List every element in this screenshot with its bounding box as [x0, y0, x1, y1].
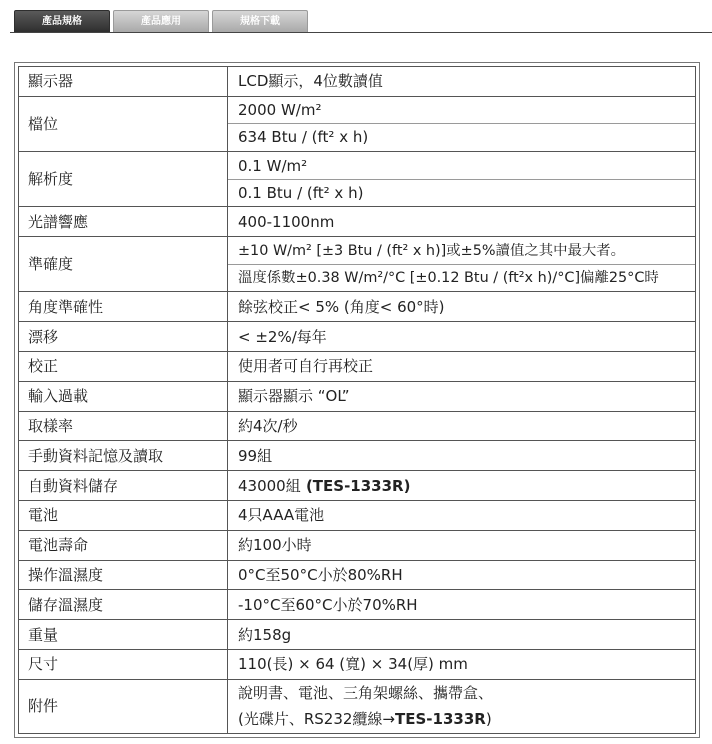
tab-product-applications[interactable]: 產品應用 — [113, 10, 209, 32]
spec-value-line: 0.1 W/m² — [238, 156, 308, 175]
table-row — [19, 237, 696, 292]
spec-key: 取樣率 — [19, 411, 228, 441]
spec-key: 操作溫濕度 — [19, 560, 228, 590]
spec-value-line: 溫度係數±0.38 W/m²/°C [±0.12 Btu / (ft²x h)/°C]偏離25°C時 — [228, 264, 695, 291]
spec-table-frame — [14, 62, 700, 738]
spec-value: 110(長) × 64 (寬) × 34(厚) mm — [228, 649, 696, 679]
table-row — [19, 590, 696, 620]
spec-value-line: 說明書、電池、三角架螺絲、攜帶盒、 — [238, 684, 494, 703]
tab-divider — [10, 32, 712, 33]
spec-value-line: 0.1 Btu / (ft² x h) — [228, 179, 695, 206]
model-name: TES-1333R — [395, 710, 486, 729]
spec-key: 檔位 — [19, 96, 228, 151]
table-row — [19, 679, 696, 733]
spec-key: 漂移 — [19, 322, 228, 352]
spec-key: 角度準確性 — [19, 292, 228, 322]
accessory-text: (光碟片、RS232纜線→ — [238, 710, 395, 729]
spec-value-line: ±10 W/m² [±3 Btu / (ft² x h)]或±5%讀值之其中最大者。 — [238, 242, 626, 259]
table-row — [19, 530, 696, 560]
spec-value: 0°C至50°C小於80%RH — [228, 560, 696, 590]
tab-bar — [0, 0, 712, 34]
spec-value-line: 2000 W/m² — [238, 101, 322, 120]
table-row — [19, 292, 696, 322]
spec-key: 儲存溫濕度 — [19, 590, 228, 620]
table-row — [19, 351, 696, 381]
model-name: (TES-1333R) — [300, 476, 411, 495]
spec-key: 尺寸 — [19, 649, 228, 679]
spec-value: 約100小時 — [228, 530, 696, 560]
spec-key: 輸入過載 — [19, 381, 228, 411]
spec-value — [228, 679, 696, 733]
spec-value — [228, 96, 696, 151]
spec-value — [228, 237, 696, 292]
spec-value: -10°C至60°C小於70%RH — [228, 590, 696, 620]
spec-value-text: 43000組 — [238, 476, 301, 495]
table-row — [19, 500, 696, 530]
table-row — [19, 649, 696, 679]
spec-key: 電池 — [19, 500, 228, 530]
table-row — [19, 322, 696, 352]
table-row — [19, 560, 696, 590]
tab-product-specs[interactable]: 產品規格 — [14, 10, 110, 32]
accessory-tail: ) — [485, 710, 492, 729]
spec-key: 自動資料儲存 — [19, 471, 228, 501]
spec-value: 顯示器顯示 “OL” — [228, 381, 696, 411]
spec-value — [228, 471, 696, 501]
spec-key: 手動資料記憶及讀取 — [19, 441, 228, 471]
spec-value: 400-1100nm — [228, 207, 696, 237]
spec-key: 重量 — [19, 620, 228, 650]
spec-value-line: 634 Btu / (ft² x h) — [228, 123, 695, 150]
spec-value: LCD顯示，4位數讀值 — [228, 67, 696, 97]
table-row — [19, 96, 696, 151]
table-row — [19, 471, 696, 501]
tab-spec-download[interactable]: 規格下載 — [212, 10, 308, 32]
spec-table — [18, 66, 696, 734]
spec-value: 99組 — [228, 441, 696, 471]
spec-key: 光譜響應 — [19, 207, 228, 237]
table-row — [19, 207, 696, 237]
spec-value: 使用者可自行再校正 — [228, 351, 696, 381]
table-row — [19, 441, 696, 471]
spec-value: 約4次/秒 — [228, 411, 696, 441]
spec-value — [228, 152, 696, 207]
spec-key: 解析度 — [19, 152, 228, 207]
table-row — [19, 381, 696, 411]
spec-key: 電池壽命 — [19, 530, 228, 560]
spec-value: 4只AAA電池 — [228, 500, 696, 530]
table-row — [19, 411, 696, 441]
spec-value-line — [228, 706, 695, 732]
spec-value: 餘弦校正< 5% (角度< 60°時) — [228, 292, 696, 322]
spec-value: 約158g — [228, 620, 696, 650]
spec-key: 附件 — [19, 679, 228, 733]
table-row — [19, 152, 696, 207]
table-row — [19, 620, 696, 650]
spec-key: 顯示器 — [19, 67, 228, 97]
spec-key: 準確度 — [19, 237, 228, 292]
spec-key: 校正 — [19, 351, 228, 381]
table-row — [19, 67, 696, 97]
spec-value: < ±2%/每年 — [228, 322, 696, 352]
